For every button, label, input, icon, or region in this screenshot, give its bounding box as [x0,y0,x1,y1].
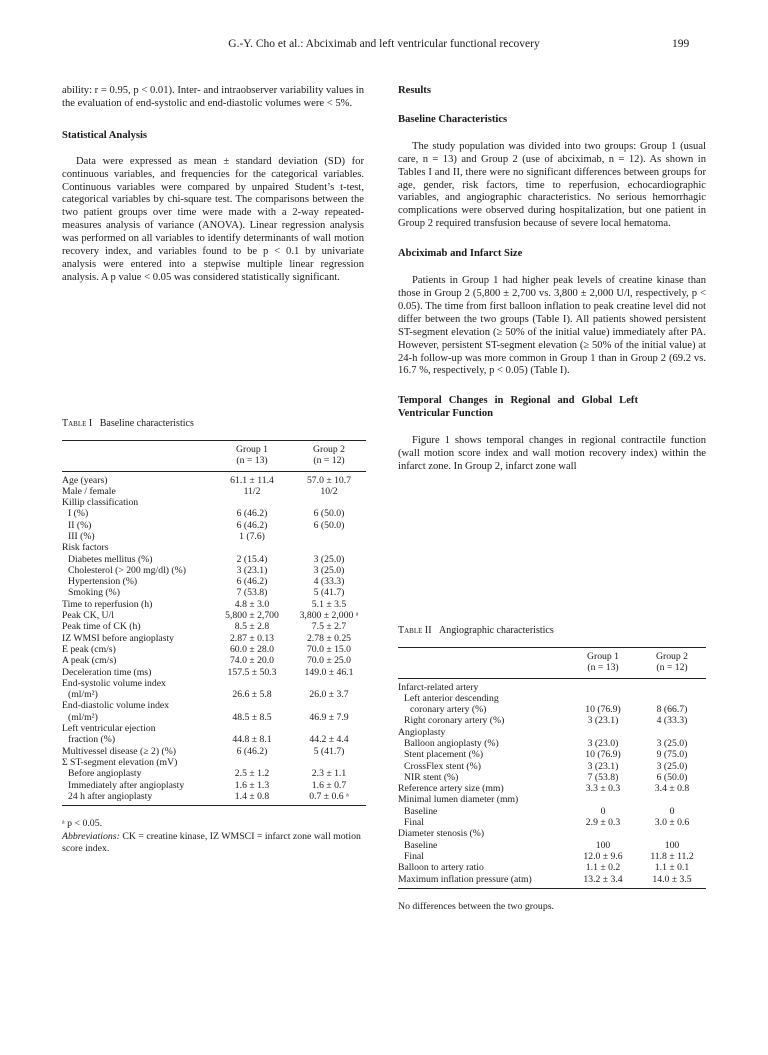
group-1-value [212,497,292,508]
column-header: (n = 12) [292,455,366,471]
group-1-value: 1.1 ± 0.2 [585,862,621,874]
table-row [62,497,366,508]
group-2-value: 8 (66.7) [656,704,688,716]
results-heading: Results [398,85,431,96]
row-label: coronary artery (%) [410,704,487,716]
group-1-value: 1.6 ± 1.3 [234,779,270,791]
group-2-value: 5.1 ± 3.5 [311,598,347,610]
group-2-value: 14.0 ± 3.5 [638,874,706,889]
table-row [62,520,366,531]
table-header-row [62,440,366,455]
group-1-value [212,678,292,689]
row-label: Male / female [62,485,116,497]
table-row [62,746,366,757]
table-row [398,749,706,760]
row-label: IZ WMSI before angioplasty [62,632,175,644]
group-2-value [638,693,706,704]
group-1-value: 1 (7.6) [239,530,265,542]
group-2-value: 3 (25.0) [313,553,345,565]
group-2-value: 10/2 [320,485,338,497]
table-row [62,689,366,700]
group-1-value: 0 [600,805,606,817]
row-label: Reference artery size (mm) [398,783,504,795]
group-2-value [638,678,706,693]
row-label: Infarct-related artery [398,681,479,693]
column-header: (n = 12) [638,662,706,678]
table-row [62,542,366,553]
group-1-value: 11/2 [243,485,261,497]
column-header: (n = 13) [212,455,292,471]
group-1-value [212,723,292,734]
group-2-value: 2.3 ± 1.1 [311,768,347,780]
group-2-value: 57.0 ± 10.7 [306,474,352,486]
group-2-value: 9 (75.0) [656,749,688,761]
group-1-value: 8.5 ± 2.8 [234,621,270,633]
table-row [398,727,706,738]
table-row [398,794,706,805]
group-2-value: 70.0 ± 25.0 [306,655,352,667]
row-label: Cholesterol (> 200 mg/dl) (%) [68,564,186,576]
table-header-row [398,662,706,678]
group-2-value: 3 (25.0) [313,564,345,576]
group-1-value: 6 (46.2) [236,519,268,531]
group-2-value [292,542,366,553]
group-2-value: 100 [664,839,680,851]
group-1-value: 12.0 ± 9.6 [583,850,623,862]
row-label: I (%) [68,508,89,520]
row-label: Immediately after angioplasty [68,779,185,791]
table-row [398,704,706,715]
row-label: Peak time of CK (h) [62,621,141,633]
abbreviations-label: Abbreviations: [62,831,120,843]
group-1-value [212,757,292,768]
column-header: Group 2 [638,647,706,662]
row-label: II (%) [68,519,92,531]
group-1-value: 5,800 ± 2,700 [225,610,279,622]
row-label: Final [404,850,424,862]
row-label: Age (years) [62,474,108,486]
right-column [398,85,706,474]
group-1-value: 6 (46.2) [236,576,268,588]
table-row [62,768,366,779]
group-2-value [638,828,706,839]
table-row [398,783,706,794]
table-row [62,644,366,655]
group-2-value: 3,800 ± 2,000 ᵃ [299,610,359,622]
row-label: Peak CK, U/l [62,610,114,622]
row-label: III (%) [68,530,95,542]
row-label: Baseline [404,805,438,817]
row-label: (ml/m²) [68,689,98,701]
group-2-value [292,723,366,734]
group-1-value: 6 (46.2) [236,745,268,757]
group-2-value: 46.9 ± 7.9 [309,711,349,723]
row-label: Killip classification [62,497,139,509]
table-row [62,723,366,734]
row-label: End-diastolic volume index [62,700,170,712]
statistical-analysis-heading: Statistical Analysis [62,129,148,141]
intro-paragraph: ability: r = 0.95, p < 0.01). Inter- and intraobserver variability values in the evaluation of end-systolic and end-diastolic volumes were < 5%. [62,85,364,109]
abbreviations-text: CK = creatine kinase, IZ WMSCI = infarct zone wall motion score index. [62,831,361,855]
group-1-value: 2 (15.4) [236,553,268,565]
table-1-caption [62,418,366,431]
group-2-value: 1.6 ± 0.7 [311,779,347,791]
table-row [398,840,706,851]
table-row [398,678,706,693]
row-label: NIR stent (%) [404,771,459,783]
table-row [398,738,706,749]
group-1-value: 7 (53.8) [587,771,619,783]
table-row [62,734,366,745]
column-header: Group 2 [292,440,366,455]
row-label: Diameter stenosis (%) [398,828,485,840]
group-2-value: 5 (41.7) [313,587,345,599]
group-1-value [568,794,638,805]
group-2-value: 3 (25.0) [656,737,688,749]
table-2 [398,625,706,913]
group-1-value [212,542,292,553]
table-header-row [62,455,366,471]
row-label: Final [404,817,424,829]
table-row [62,757,366,768]
group-1-value: 3 (23.1) [236,564,268,576]
row-label: E peak (cm/s) [62,643,116,655]
row-label: Right coronary artery (%) [404,715,505,727]
row-label: Time to reperfusion (h) [62,598,153,610]
column-header: Group 1 [568,647,638,662]
table-header-row [398,647,706,662]
table-1 [62,418,366,855]
table-row [62,554,366,565]
group-1-value [568,727,638,738]
table-row [62,633,366,644]
table-row [398,715,706,726]
group-1-value [568,693,638,704]
group-1-value: 3 (23.1) [587,715,619,727]
table-row [62,700,366,711]
column-header: Group 1 [212,440,292,455]
group-2-value: 1.1 ± 0.1 [654,862,690,874]
row-label: Balloon angioplasty (%) [404,737,499,749]
table-row [62,486,366,497]
group-2-value: 3.4 ± 0.8 [654,783,690,795]
row-label: Angioplasty [398,726,446,738]
group-2-value [638,794,706,805]
table-row [62,712,366,723]
table-row [62,791,366,806]
row-label: Hypertension (%) [68,576,138,588]
header-blank [62,455,212,471]
group-1-value: 3 (23.1) [587,760,619,772]
group-1-value: 48.5 ± 8.5 [232,711,272,723]
group-2-value: 6 (50.0) [656,771,688,783]
group-1-value [568,828,638,839]
table-row [398,693,706,704]
header-blank [398,647,568,662]
table-row [398,874,706,889]
row-label: Left ventricular ejection [62,723,156,735]
table-row [398,862,706,873]
group-2-value [638,727,706,738]
group-1-value: 6 (46.2) [236,508,268,520]
table-row [398,817,706,828]
group-2-value [292,700,366,711]
group-1-value: 74.0 ± 20.0 [229,655,275,667]
table-1-abbreviations [62,831,366,855]
table-2-title: Angiographic characteristics [439,625,554,636]
group-1-value: 13.2 ± 3.4 [568,874,638,889]
group-2-value: 3.0 ± 0.6 [654,817,690,829]
table-row [62,655,366,666]
table-1-footnote: ᵃ p < 0.05. [62,818,103,830]
row-label: 24 h after angioplasty [62,791,212,806]
group-2-value: 11.8 ± 11.2 [650,850,694,862]
row-label: Deceleration time (ms) [62,666,152,678]
table-2-grid [398,647,706,889]
group-2-value: 0 [669,805,675,817]
table-row [62,780,366,791]
table-2-footnote: No differences between the two groups. [398,900,554,912]
group-2-value: 6 (50.0) [313,519,345,531]
table-2-caption [398,625,706,638]
group-1-value: 3.3 ± 0.3 [585,783,621,795]
group-2-value [292,531,366,542]
group-1-value: 2.5 ± 1.2 [234,768,270,780]
group-2-value: 26.0 ± 3.7 [309,689,349,701]
table-row [62,565,366,576]
table-row [62,508,366,519]
group-1-value: 3 (23.0) [587,737,619,749]
group-1-value: 2.9 ± 0.3 [585,817,621,829]
abciximab-heading: Abciximab and Infarct Size [398,248,523,260]
header-blank [62,440,212,455]
row-label: Diabetes mellitus (%) [68,553,153,565]
baseline-paragraph: The study population was divided into two groups: Group 1 (usual care, n = 13) and Group 2 (use of abciximab, n = 12). As shown in Tables I and II, there were no significant differences between groups for age, gender, risk factors, time to reperfusion, echocardiographic variables, and angiographic characteristics. No serious hemorrhagic complications were observed during hospitalization, but one patient in Group 2 required transfusion because of severe local hematoma. [398,140,706,230]
row-label: Balloon to artery ratio [398,862,484,874]
table-row [62,587,366,598]
row-label: Baseline [404,839,438,851]
abciximab-paragraph: Patients in Group 1 had higher peak levels of creatine kinase than those in Group 2 (5,800 ± 2,700 vs. 3,800 ± 2,000 U/l, respectively, p < 0.05). The time from first balloon inflation to peak creatine level did not differ between the two groups (Table I). All patients showed persistent ST-segment elevation (≥ 50% of the initial value) immediately after PA. However, persistent ST-segment elevation (≥ 50% of the initial value) at 24-h follow-up was more common in Group 1 than in Group 2 (69.2 vs. 16.7 %, respectively, p < 0.05) (Table I). [398,275,706,377]
temporal-paragraph: Figure 1 shows temporal changes in regional contractile function (wall motion score index and wall motion recovery index) within the infarct zone. In Group 2, infarct zone wall [398,435,706,472]
group-1-value: 1.4 ± 0.8 [212,791,292,806]
table-row [62,576,366,587]
table-row [62,610,366,621]
row-label: Minimal lumen diameter (mm) [398,794,519,806]
table-row [62,621,366,632]
group-1-value: 157.5 ± 50.3 [227,666,277,678]
row-label: fraction (%) [68,734,116,746]
table-row [398,772,706,783]
table-row [62,531,366,542]
table-row [398,806,706,817]
row-label: Before angioplasty [68,768,142,780]
group-2-value: 70.0 ± 15.0 [306,643,352,655]
group-1-value [212,700,292,711]
group-2-value: 4 (33.3) [656,715,688,727]
table-1-label: Table I [62,418,93,429]
group-1-value: 4.8 ± 3.0 [234,598,270,610]
group-1-value: 7 (53.8) [236,587,268,599]
group-1-value: 10 (76.9) [585,704,621,716]
baseline-heading: Baseline Characteristics [398,113,508,125]
row-label: Smoking (%) [68,587,120,599]
group-2-value: 6 (50.0) [313,508,345,520]
row-label: Risk factors [62,542,109,554]
group-2-value: 3 (25.0) [656,760,688,772]
table-1-title: Baseline characteristics [99,418,194,429]
group-1-value: 44.8 ± 8.1 [232,734,272,746]
temporal-heading: Temporal Changes in Regional and Global Left Ventricular Function [398,395,638,420]
row-label: (ml/m²) [68,711,98,723]
group-1-value: 26.6 ± 5.8 [232,689,272,701]
group-2-value: 44.2 ± 4.4 [309,734,349,746]
table-row [62,599,366,610]
table-row [398,828,706,839]
group-2-value: 2.78 ± 0.25 [306,632,352,644]
group-1-value: 10 (76.9) [585,749,621,761]
left-column [62,85,364,285]
table-row [62,678,366,689]
running-title: G.-Y. Cho et al.: Abciximab and left ventricular functional recovery [228,38,540,50]
table-row [62,667,366,678]
group-2-value: 7.5 ± 2.7 [311,621,347,633]
group-2-value: 5 (41.7) [313,745,345,757]
row-label: Maximum inflation pressure (atm) [398,874,568,889]
table-row [398,761,706,772]
page-number: 199 [672,38,690,50]
row-label: Left anterior descending [404,692,499,704]
row-label: Multivessel disease (≥ 2) (%) [62,745,177,757]
group-2-value: 4 (33.3) [313,576,345,588]
header-blank [398,662,568,678]
row-label: Stent placement (%) [404,749,484,761]
table-1-grid [62,440,366,806]
group-2-value [292,678,366,689]
row-label: End-systolic volume index [62,677,166,689]
group-2-value: 0.7 ± 0.6 ᵃ [292,791,366,806]
group-1-value: 60.0 ± 28.0 [229,643,275,655]
group-1-value [568,678,638,693]
group-1-value: 100 [595,839,611,851]
row-label: A peak (cm/s) [62,655,117,667]
column-header: (n = 13) [568,662,638,678]
group-2-value [292,497,366,508]
group-1-value: 61.1 ± 11.4 [230,474,274,486]
table-row [62,471,366,486]
table-2-label: Table II [398,625,432,636]
table-row [398,851,706,862]
group-2-value: 149.0 ± 46.1 [304,666,354,678]
statistical-analysis-paragraph: Data were expressed as mean ± standard deviation (SD) for continuous variables, and frequencies for the categorical variables. Continuous variables were compared by unpaired Student’s t-test, categorical variables by chi-square test. The comparisons between the two patient groups over time were made with a 2-way repeated-measures analysis of variance (ANOVA). Linear regression analysis was performed on all variables to identify determinants of wall motion recovery index, and variables found to be p < 0.1 by univariate analysis were entered into a stepwise multiple linear regression analysis. A p value < 0.05 was considered statistically significant. [62,155,364,283]
group-1-value: 2.87 ± 0.13 [229,632,275,644]
row-label: CrossFlex stent (%) [404,760,481,772]
row-label: Σ ST-segment elevation (mV) [62,756,178,768]
group-2-value [292,757,366,768]
